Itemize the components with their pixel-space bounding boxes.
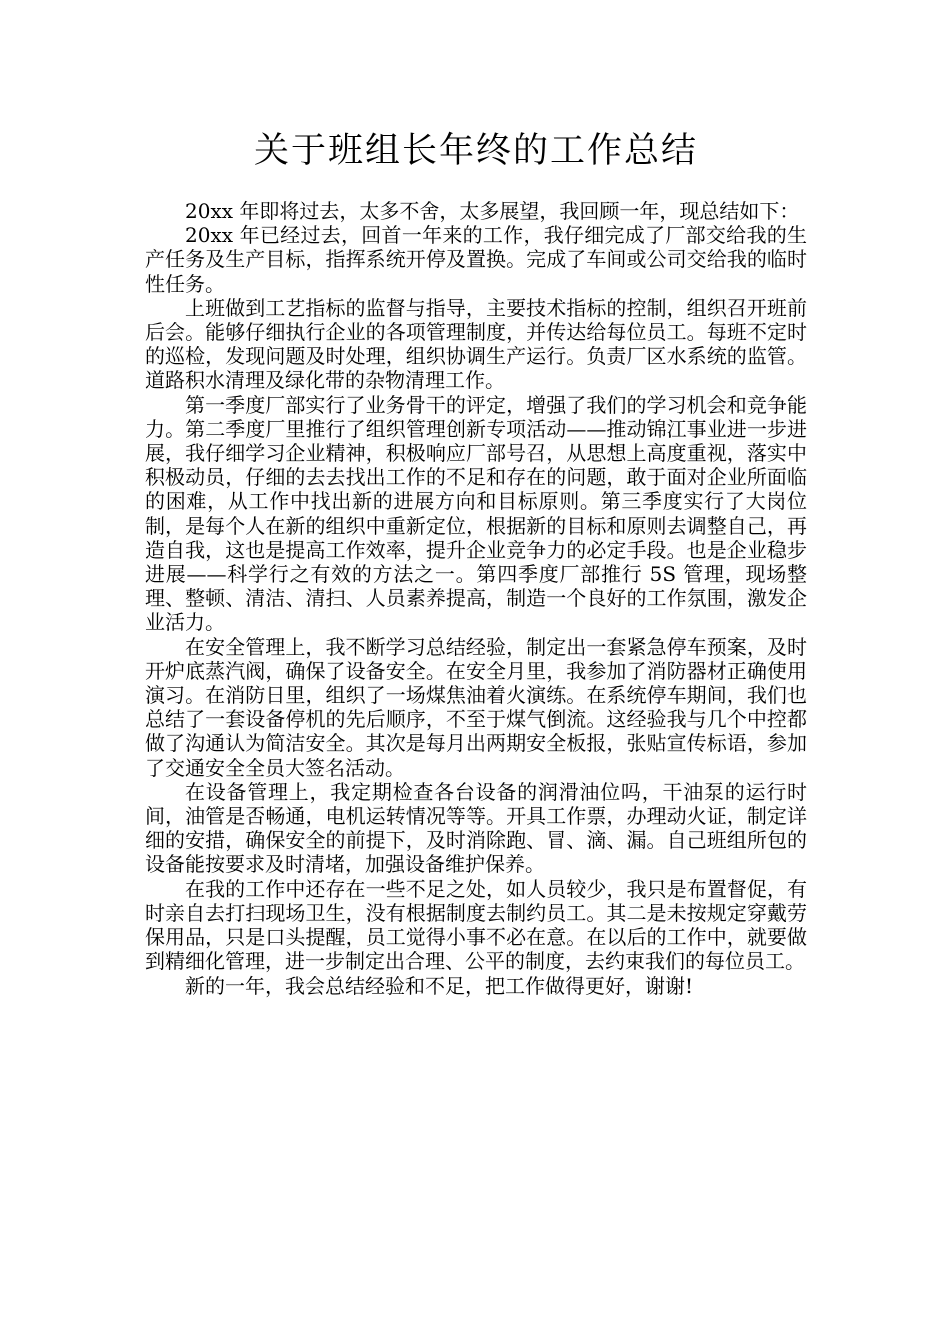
paragraph-quarterly: 第一季度厂部实行了业务骨干的评定，增强了我们的学习机会和竞争能力。第二季度厂里推行了组织管理创新专项活动——推动锦江事业进一步进展，我仔细学习企业精神，积极响应厂部号召，从思想上高度重视，落实中积极动员，仔细的去去找出工作的不足和存在的问题，敢于面对企业所面临的困难，从工作中找出新的进展方向和目标原则。第三季度实行了大岗位制，是每个人在新的组织中重新定位，根据新的目标和原则去调整自己，再造自我，这也是提高工作效率，提升企业竞争力的必定手段。也是企业稳步进展——科学行之有效的方法之一。第四季度厂部推行 5S 管理，现场整理、整顿、清洁、清扫、人员素养提高，制造一个良好的工作氛围，激发企业活力。 <box>145 392 807 635</box>
document-body <box>145 199 807 998</box>
paragraph-equipment: 在设备管理上，我定期检查各台设备的润滑油位吗，干油泵的运行时间，油管是否畅通，电机运转情况等等。开具工作票，办理动火证，制定详细的安措，确保安全的前提下，及时消除跑、冒、滴、漏。自己班组所包的设备能按要求及时清堵，加强设备维护保养。 <box>145 779 807 877</box>
paragraph-intro: 20xx 年即将过去，太多不舍，太多展望，我回顾一年，现总结如下： <box>185 199 800 223</box>
paragraph-tasks: 20xx 年已经过去，回首一年来的工作，我仔细完成了厂部交给我的生产任务及生产目标，指挥系统开停及置换。完成了车间或公司交给我的临时性任务。 <box>145 223 807 296</box>
document-title: 关于班组长年终的工作总结 <box>253 131 698 171</box>
paragraph-safety: 在安全管理上，我不断学习总结经验，制定出一套紧急停车预案，及时开炉底蒸汽阀，确保了设备安全。在安全月里，我参加了消防器材正确使用演习。在消防日里，组织了一场煤焦油着火演练。在系统停车期间，我们也总结了一套设备停机的先后顺序，不至于煤气倒流。这经验我与几个中控都做了沟通认为简洁安全。其次是每月出两期安全板报，张贴宣传标语，参加了交通安全全员大签名活动。 <box>145 634 807 780</box>
paragraph-closing: 新的一年，我会总结经验和不足，把工作做得更好，谢谢! <box>185 973 694 998</box>
paragraph-shortcomings: 在我的工作中还存在一些不足之处，如人员较少，我只是布置督促，有时亲自去打扫现场卫生，没有根据制度去制约员工。其二是未按规定穿戴劳保用品，只是口头提醒，员工觉得小事不必在意。在以后的工作中，就要做到精细化管理，进一步制定出合理、公平的制度，去约束我们的每位员工。 <box>145 876 807 974</box>
paragraph-daily-work: 上班做到工艺指标的监督与指导，主要技术指标的控制，组织召开班前后会。能够仔细执行企业的各项管理制度，并传达给每位员工。每班不定时的巡检，发现问题及时处理，组织协调生产运行。负责厂区水系统的监管。道路积水清理及绿化带的杂物清理工作。 <box>145 295 807 393</box>
